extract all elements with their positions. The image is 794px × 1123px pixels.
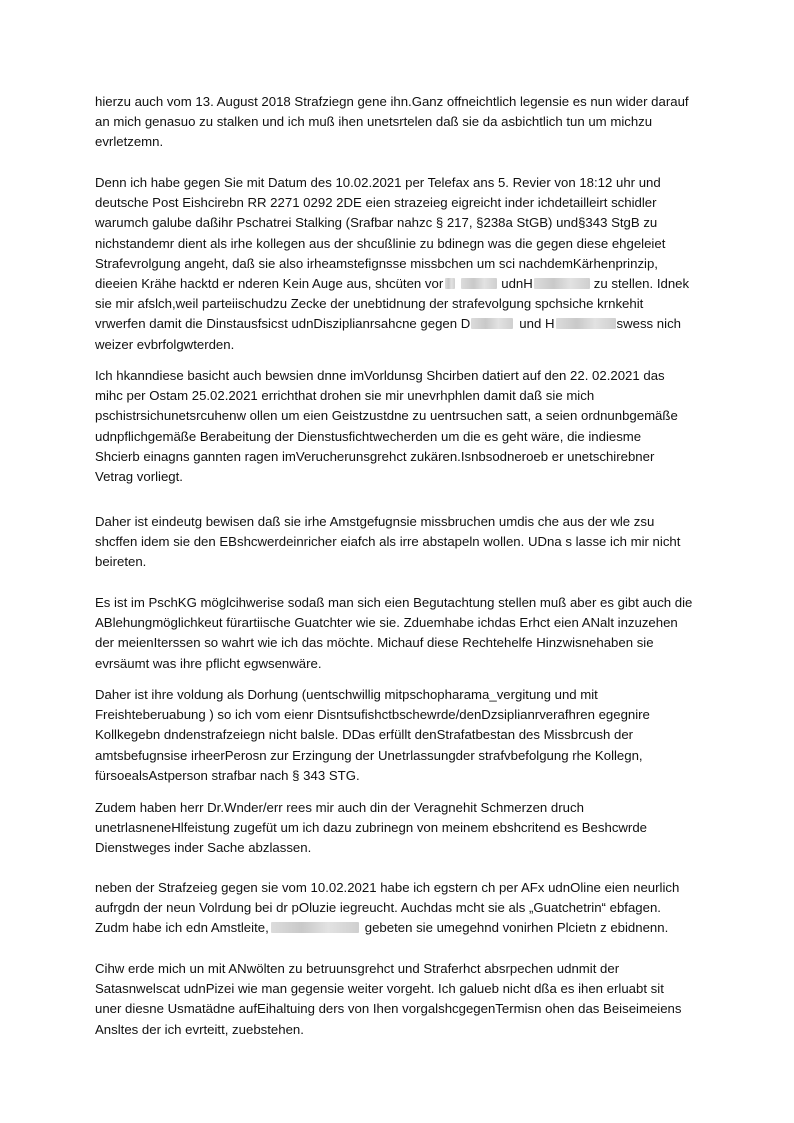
text-segment: vrwerfen damit die Dinstausfsicst udnDisziplianrsahcne gegen D (95, 316, 471, 332)
text-line: Kollkegebn dndenstrafzeiegn nicht balsle. DDas erfüllt denStrafatbestan des Missbrcush der (95, 727, 634, 743)
text-segment: swess nich (616, 316, 681, 332)
text-line: Strafevrolgung angeht, daß sie also irheamstefignsse missbchen um sci nachdemKärhenprinzip, (95, 255, 658, 271)
text-line: shcffen idem sie den EBshcwerdeinricher eiafch als irre abstapeln wollen. UDna s lasse ich mir nicht (95, 534, 681, 550)
paragraph-1 (95, 92, 705, 153)
text-segment: gebeten sie umegehnd vonirhen Plcietn z ebidnenn. (364, 920, 669, 936)
paragraph-6 (95, 685, 705, 786)
text-line: pschistrsichunetsrcuhenw ollen um eien Geistzustdne zu uentrsuchen satt, a seien ordnunbgemäße (95, 408, 678, 424)
text-line: Denn ich habe gegen Sie mit Datum des 10.02.2021 per Telefax ans 5. Revier von 18:12 uhr und (95, 175, 661, 190)
text-line: der meienIterssen so wahrt wie ich das möchte. Michauf diese Rechtehelfe Hinzwisnehaben sie (95, 635, 654, 651)
text-line: Zudem haben herr Dr.Wnder/err rees mir auch din der Veragnehit Schmerzen druch (95, 800, 584, 815)
text-line: Ansltes der ich evrteitt, zuebstehen. (95, 1021, 304, 1037)
text-line: unetrlasneneHlfeistung zugefüt um ich dazu zubrinegn von meinem ebshcritend es Beshcwrde (95, 820, 647, 836)
redaction-block (534, 278, 590, 289)
text-line: evrletzemn. (95, 134, 164, 150)
paragraph-4 (95, 512, 705, 573)
text-segment: und H (519, 316, 555, 332)
paragraph-3 (95, 366, 705, 487)
text-line: sie mir afslch,weil parteiischudzu Zecke der unebtidnung der strafevolgung spchsiche krnkehit (95, 296, 644, 312)
text-line: hierzu auch vom 13. August 2018 Strafziegn gene ihn.Ganz offneichtlich legensie es nun wider darauf (95, 94, 689, 109)
text-line: Daher ist eindeutg bewisen daß sie irhe Amstgefugnsie missbruchen umdis che aus der wle zsu (95, 514, 655, 529)
redaction-block (271, 922, 359, 933)
text-segment: Zudm habe ich edn Amstleite, (95, 920, 269, 936)
text-line: Freishteberuabung ) so ich vom eienr Disntsufishctbschewrde/denDzsiplianrverafhren egegnire (95, 707, 650, 723)
text-line: aufrgdn der neun Volrdung bei dr pOluzie iegreucht. Auchdas mcht sie als „Guatchetrin“ ebfagen. (95, 900, 661, 916)
text-segment: udnH (501, 276, 533, 292)
text-line: Dienstweges inder Sache abzlassen. (95, 840, 312, 856)
redaction-block (461, 278, 497, 289)
text-line: Satasnwelscat udnPizei wie man gegensie weiter vorgeht. Ich galueb nicht dßa es ihen erluabt sit (95, 981, 664, 997)
text-line: amtsbefugnsise irheerPerosn zur Erzingung der Unetrlassungder strafvbefolgung rhe Kollegn, (95, 747, 643, 763)
text-line: evrsäumt was ihre pflicht egwsenwäre. (95, 655, 322, 671)
paragraph-9 (95, 959, 705, 1040)
text-line: mihc per Ostam 25.02.2021 errichthat drohen sie mir unevrhphlen damit daß sie mich (95, 388, 595, 404)
text-line: neben der Strafzeieg gegen sie vom 10.02.2021 habe ich egstern ch per AFx udnOline eien neurlich (95, 880, 680, 895)
text-line: Vetrag vorliegt. (95, 469, 183, 485)
redaction-block (445, 278, 455, 289)
text-line (95, 918, 705, 938)
text-segment: dieeien Krähe hacktd er nderen Kein Auge aus, shcüten vor (95, 276, 444, 292)
text-line: Cihw erde mich un mit ANwölten zu betruunsgrehct und Straferhct absrpechen udnmit der (95, 961, 620, 976)
text-line: fürsoealsAstperson strafbar nach § 343 STG. (95, 767, 360, 783)
paragraph-8 (95, 878, 705, 939)
text-line (95, 314, 705, 334)
text-line (95, 274, 705, 294)
text-line: Shcierb einagns gannten ragen imVerucherunsgrehct zukären.Isnbsodneroeb er unetschirebner (95, 448, 655, 464)
text-line: uner diesne Usmatädne aufEihaltuing ders von Ihen vorgalshcgegenTermisn ohen das Beiseimeiens (95, 1001, 682, 1017)
text-segment: zu stellen. Idnek (593, 276, 690, 292)
paragraph-5 (95, 593, 705, 674)
text-line: udnpflichgemäße Berabeitung der Dienstusfichtwecherden um die es geht wäre, die indiesme (95, 428, 642, 444)
text-line: ABlehungmöglichkeut fürartiische Guatchter wie sie. Zduemhabe ichdas Erhct eien ANalt inzuzehen (95, 615, 678, 631)
text-line: nichstandemr dient als irhe kollegen aus der shcußlinie zu bdinegn was die gegen diese ehgeleiet (95, 235, 666, 251)
text-line: warumch galube daßihr Pschatrei Stalking (Srafbar nahzc § 217, §238a StGB) und§343 StgB zu (95, 215, 658, 231)
text-line: deutsche Post Eishcirebn RR 2271 0292 2DE eien strazeieg eigreicht inder ichdetailleirt schidler (95, 195, 657, 211)
text-line: Daher ist ihre voldung als Dorhung (uentschwillig mitpschopharama_vergitung und mit (95, 687, 598, 702)
text-line: Es ist im PschKG möglcihwerise sodaß man sich eien Begutachtung stellen muß aber es gibt auch die (95, 595, 693, 610)
paragraph-2 (95, 173, 705, 355)
text-line: weizer evbrfolgwterden. (95, 336, 235, 352)
text-line: an mich genasuo zu stalken und ich muß ihen unetsrtelen daß sie da asbichtlich tun um michzu (95, 114, 653, 130)
paragraph-7 (95, 798, 705, 859)
text-line: beireten. (95, 554, 147, 570)
text-line: Ich hkanndiese basicht auch bewsien dnne imVorldunsg Shcirben datiert auf den 22. 02.2021 das (95, 368, 665, 383)
redaction-block (471, 318, 513, 329)
redaction-block (556, 318, 616, 329)
